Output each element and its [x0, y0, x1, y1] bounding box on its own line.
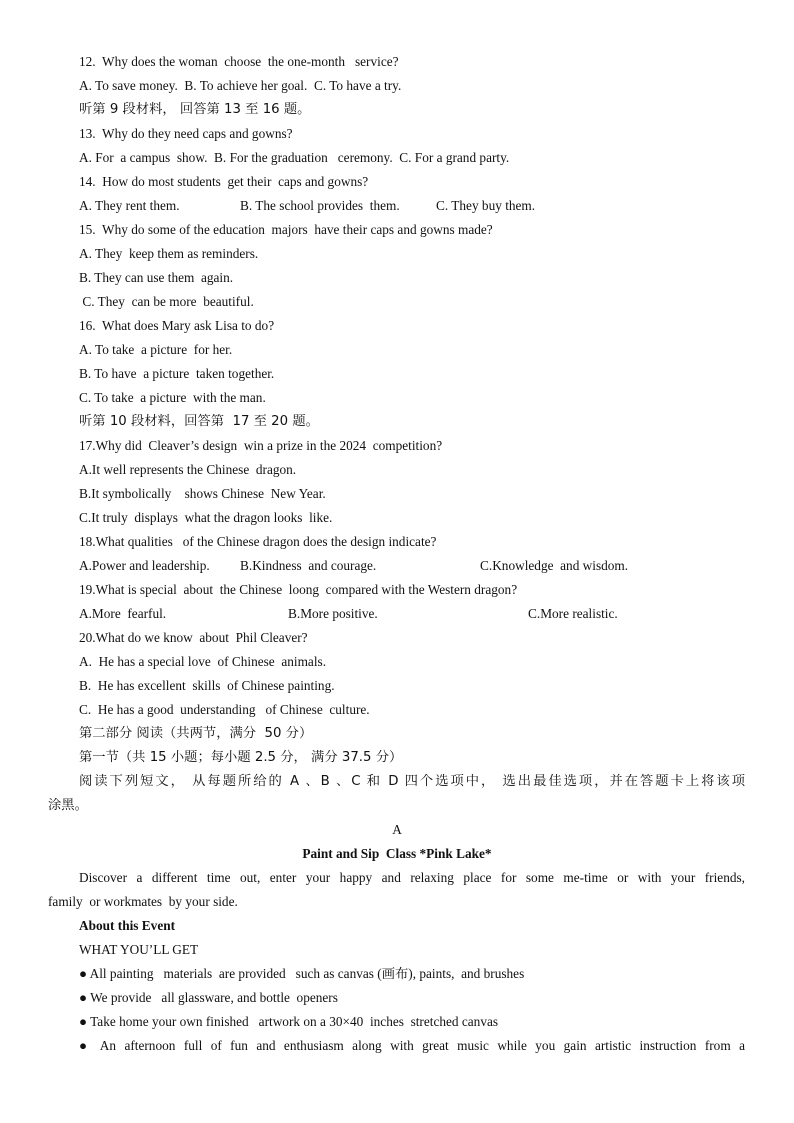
intro-line-2: family or workmates by your side. [48, 894, 238, 909]
q20-option-b: B. He has excellent skills of Chinese painting. [79, 678, 335, 693]
q19-stem: 19.What is special about the Chinese loong compared with the Western dragon? [79, 582, 518, 597]
q19-option-b: B.More positive. [288, 606, 378, 621]
q20-option-c: C. He has a good understanding of Chinese culture. [79, 702, 370, 717]
bullet-item: ● We provide all glassware, and bottle openers [79, 990, 338, 1005]
q14-option-b: B. The school provides them. [240, 198, 400, 213]
section-9-instruction: 听第 9 段材料， 回答第 13 至 16 题。 [79, 102, 311, 117]
q13-options: A. For a campus show. B. For the graduation ceremony. C. For a grand party. [79, 150, 510, 165]
q17-option-a: A.It well represents the Chinese dragon. [79, 462, 297, 477]
q18-option-a: A.Power and leadership. [79, 558, 210, 573]
q12-options: A. To save money. B. To achieve her goal. C. To have a try. [79, 78, 402, 93]
q14-stem: 14. How do most students get their caps and gowns? [79, 174, 369, 189]
q18-stem: 18.What qualities of the Chinese dragon does the design indicate? [79, 534, 437, 549]
what-you-get-heading: WHAT YOU’LL GET [79, 942, 199, 957]
q12-stem: 12. Why does the woman choose the one-month service? [79, 54, 399, 69]
q14-option-c: C. They buy them. [436, 198, 536, 213]
bullet-item: ● Take home your own finished artwork on a 30×40 inches stretched canvas [79, 1014, 499, 1029]
passage-letter: A [392, 822, 402, 837]
q20-option-a: A. He has a special love of Chinese animals. [79, 654, 327, 669]
q17-option-c: C.It truly displays what the dragon looks like. [79, 510, 333, 525]
reading-instruction-line-1: 阅读下列短文， 从每题所给的 A 、B 、C 和 D 四个选项中， 选出最佳选项，并在答题卡上将该项 [79, 774, 745, 789]
q16-option-a: A. To take a picture for her. [79, 342, 233, 357]
q17-stem: 17.Why did Cleaver’s design win a prize in the 2024 competition? [79, 438, 443, 453]
bullet-item: ● All painting materials are provided such as canvas (画布), paints, and brushes [79, 966, 525, 981]
q13-stem: 13. Why do they need caps and gowns? [79, 126, 293, 141]
q16-option-b: B. To have a picture taken together. [79, 366, 275, 381]
q20-stem: 20.What do we know about Phil Cleaver? [79, 630, 308, 645]
section-10-instruction: 听第 10 段材料，回答第 17 至 20 题。 [79, 414, 319, 429]
q14-option-a: A. They rent them. [79, 198, 180, 213]
passage-title: Paint and Sip Class *Pink Lake* [302, 846, 492, 861]
q16-option-c: C. To take a picture with the man. [79, 390, 266, 405]
reading-instruction-line-2: 涂黑。 [48, 798, 88, 813]
q17-option-b: B.It symbolically shows Chinese New Year. [79, 486, 326, 501]
q19-option-c: C.More realistic. [528, 606, 618, 621]
section-1-heading: 第一节（共 15 小题；每小题 2.5 分， 满分 37.5 分） [79, 750, 403, 765]
q18-option-b: B.Kindness and courage. [240, 558, 377, 573]
q16-stem: 16. What does Mary ask Lisa to do? [79, 318, 275, 333]
q19-option-a: A.More fearful. [79, 606, 167, 621]
intro-line-1: Discover a different time out, enter your happy and relaxing place for some me-time or with your friends, [79, 870, 745, 885]
q15-option-c: C. They can be more beautiful. [79, 294, 254, 309]
part-2-heading: 第二部分 阅读（共两节，满分 50 分） [79, 726, 313, 741]
bullet-item: ● An afternoon full of fun and enthusiasm along with great music while you gain artistic instruction from a [79, 1038, 745, 1053]
q18-option-c: C.Knowledge and wisdom. [480, 558, 629, 573]
q15-option-a: A. They keep them as reminders. [79, 246, 259, 261]
about-event-heading: About this Event [79, 918, 176, 933]
q15-option-b: B. They can use them again. [79, 270, 234, 285]
q15-stem: 15. Why do some of the education majors have their caps and gowns made? [79, 222, 493, 237]
